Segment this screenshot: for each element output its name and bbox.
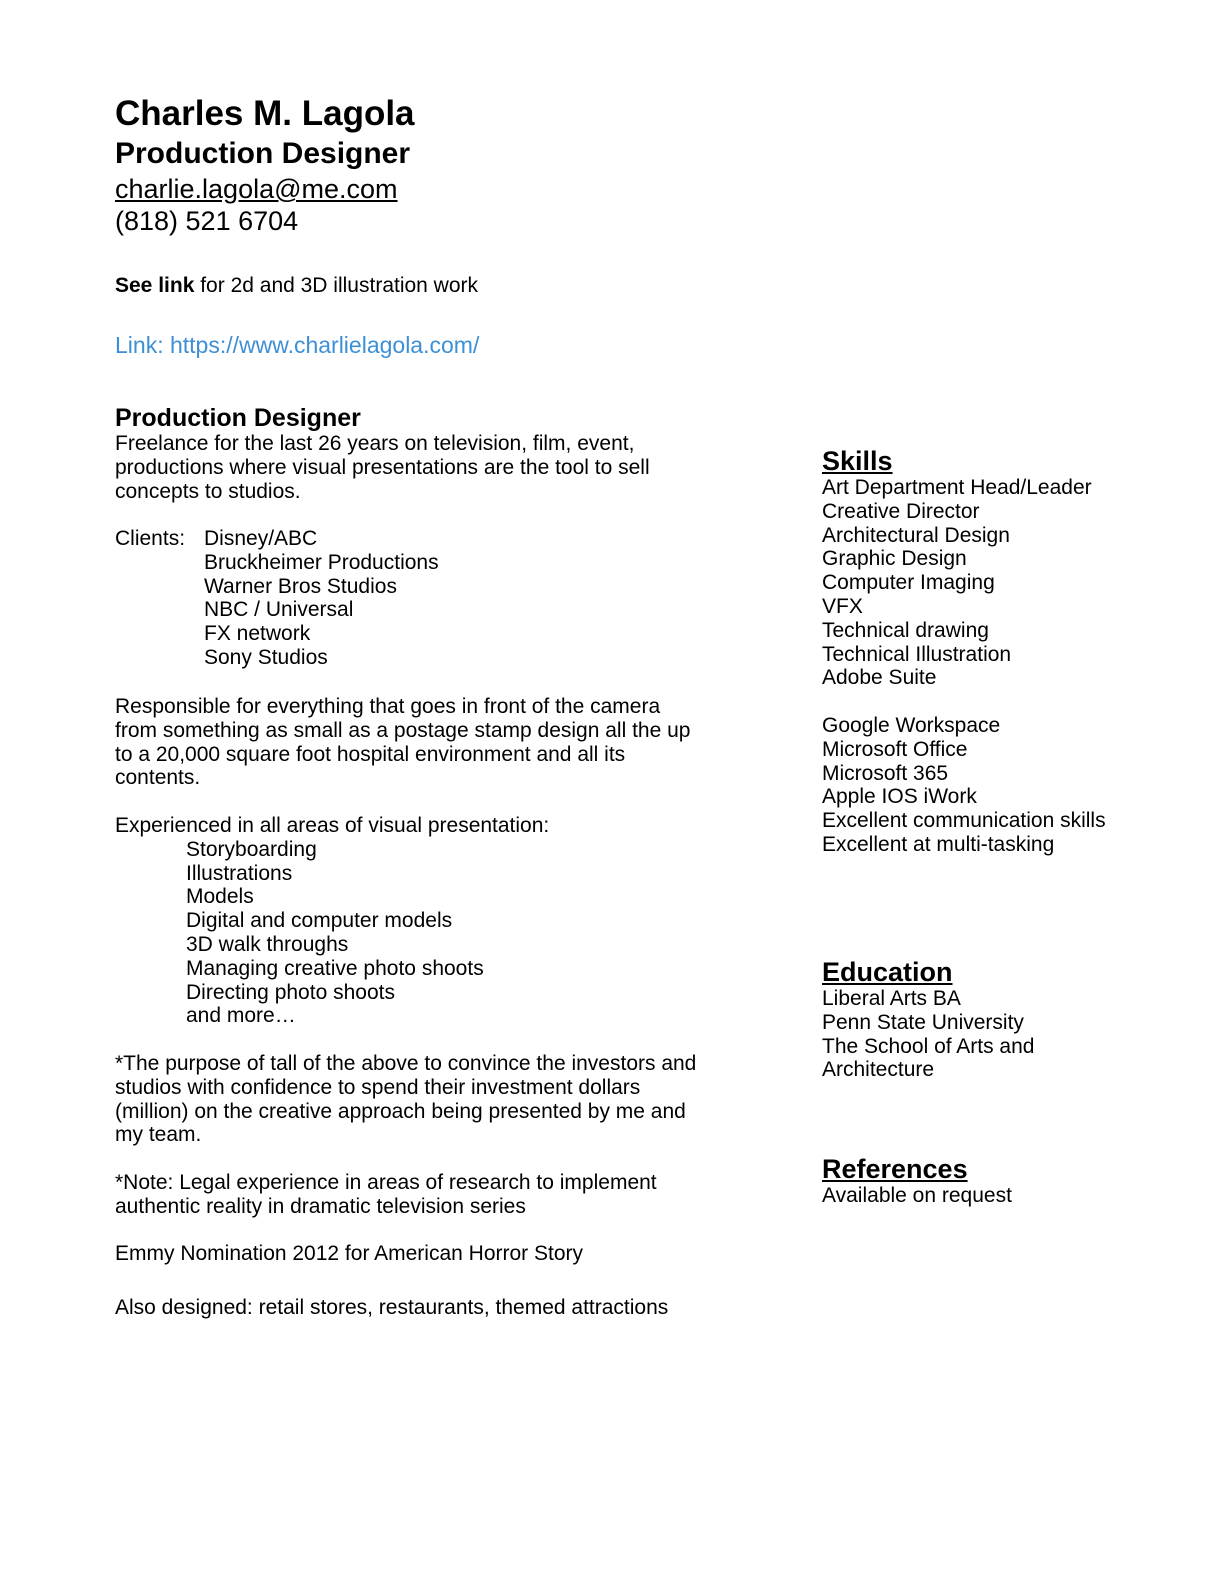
list-item: and more…	[186, 1004, 296, 1028]
client-item: Warner Bros Studios	[204, 574, 397, 598]
list-item: Storyboarding	[186, 837, 317, 861]
references-list	[822, 1184, 1012, 1208]
skill-item: Google Workspace	[822, 713, 1001, 737]
client-item: Bruckheimer Productions	[204, 550, 439, 574]
skill-item: Art Department Head/Leader	[822, 476, 1092, 499]
list-item: Managing creative photo shoots	[186, 956, 484, 980]
list-item: 3D walk throughs	[186, 932, 349, 956]
experience-areas-label: Experienced in all areas of visual presentation:	[115, 814, 550, 837]
skill-item: Computer Imaging	[822, 571, 995, 595]
phone-number: (818) 521 6704	[115, 206, 299, 236]
skill-item: Excellent at multi-tasking	[822, 832, 1055, 856]
portfolio-note	[115, 272, 478, 299]
skill-item: Excellent communication skills	[822, 809, 1106, 833]
experience-intro: Freelance for the last 26 years on television, film, event, productions where visual presentations are the tool to sell concepts to studios.	[115, 432, 650, 503]
references-section	[822, 1154, 1012, 1208]
skill-item: Apple IOS iWork	[822, 785, 977, 809]
skill-item: Architectural Design	[822, 523, 1010, 547]
skills-heading: Skills	[822, 446, 893, 476]
list-item: Models	[186, 885, 254, 909]
also-designed: Also designed: retail stores, restaurants, themed attractions	[115, 1296, 669, 1319]
see-link-label: See link	[115, 274, 195, 297]
purpose-note: *The purpose of tall of the above to convince the investors and studios with confidence to spend their investment dollars (million) on the creative approach being presented by me and my team.	[115, 1052, 697, 1147]
skill-item: Microsoft Office	[822, 737, 968, 761]
experience-areas	[115, 814, 715, 1028]
client-item: NBC / Universal	[204, 598, 354, 622]
skill-item: Adobe Suite	[822, 666, 937, 690]
skill-item: Graphic Design	[822, 547, 967, 571]
candidate-name: Charles M. Lagola	[115, 94, 415, 133]
list-item: Illustrations	[186, 861, 293, 885]
client-item: Disney/ABC	[204, 527, 318, 550]
references-text: Available on request	[822, 1184, 1012, 1207]
skill-item: Technical drawing	[822, 618, 989, 642]
education-item: The School of Arts and	[822, 1034, 1035, 1058]
skills-section	[822, 446, 1106, 857]
references-heading: References	[822, 1154, 968, 1184]
skill-item: Technical Illustration	[822, 642, 1012, 666]
emmy-note: Emmy Nomination 2012 for American Horror Story	[115, 1242, 583, 1265]
clients-label: Clients:	[115, 527, 186, 550]
job-title: Production Designer	[115, 137, 411, 170]
education-list	[822, 987, 1034, 1082]
skills-list	[822, 476, 1106, 857]
legal-note: *Note: Legal experience in areas of research to implement authentic reality in dramatic television series	[115, 1171, 657, 1218]
list-item: Directing photo shoots	[186, 980, 395, 1004]
client-item: FX network	[204, 622, 311, 646]
list-spacer	[822, 690, 1106, 714]
education-item: Liberal Arts BA	[822, 987, 961, 1010]
experience-heading: Production Designer	[115, 404, 361, 432]
responsibility-text: Responsible for everything that goes in front of the camera from something as small as a postage stamp design all the up to a 20,000 square foot hospital environment and all its contents.	[115, 695, 691, 790]
experience-areas-list	[115, 838, 715, 1028]
education-heading: Education	[822, 957, 953, 987]
education-item: Architecture	[822, 1058, 935, 1082]
education-section	[822, 957, 1034, 1082]
see-link-text: for 2d and 3D illustration work	[194, 274, 479, 297]
skill-item: Microsoft 365	[822, 761, 949, 785]
education-item: Penn State University	[822, 1010, 1024, 1034]
client-item: Sony Studios	[204, 645, 328, 669]
email-link[interactable]: charlie.lagola@me.com	[115, 174, 398, 204]
list-item: Digital and computer models	[186, 909, 453, 933]
portfolio-link[interactable]: Link: https://www.charlielagola.com/	[115, 332, 480, 358]
skill-item: Creative Director	[822, 499, 980, 523]
clients-list	[204, 527, 439, 670]
skill-item: VFX	[822, 594, 863, 618]
